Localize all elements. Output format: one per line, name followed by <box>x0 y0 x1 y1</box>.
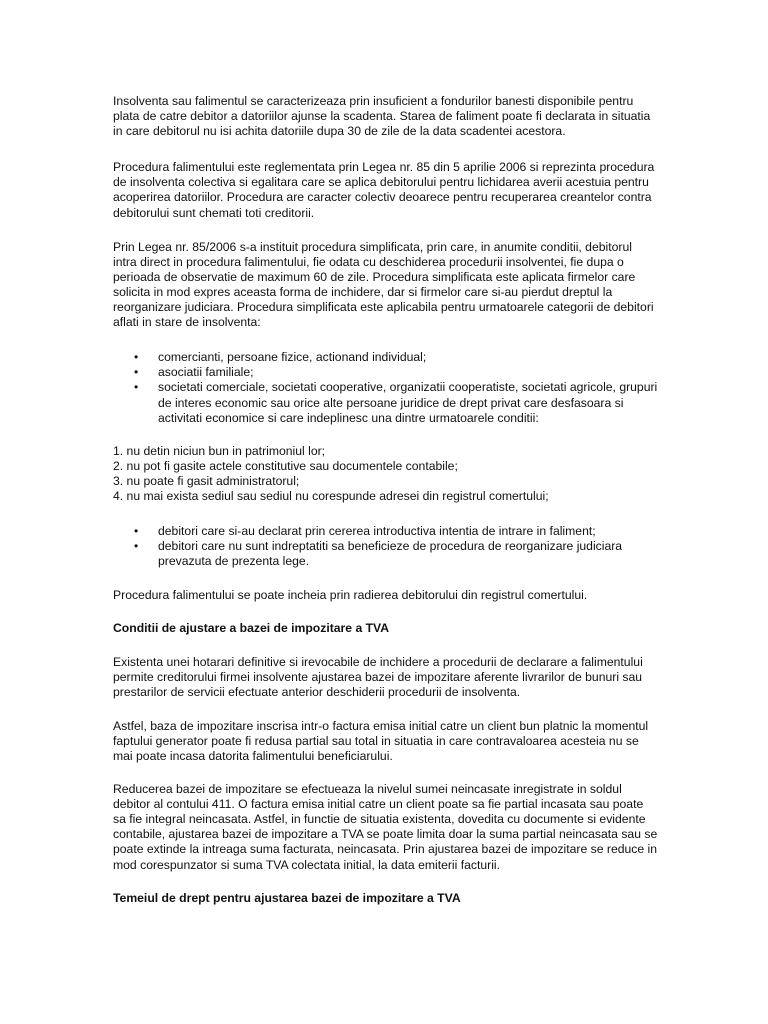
numbered-item: 1. nu detin niciun bun in patrimoniul lor; <box>113 443 326 458</box>
bullet-icon: • <box>134 380 139 395</box>
list-item <box>134 524 658 539</box>
list-item <box>134 380 658 425</box>
paragraph-final-decision: Existenta unei hotarari definitive si irevocabile de inchidere a procedurii de declarare a falimentului permite creditorului firmei insolvente ajustarea bazei de impozitare aferente livrarilor de bunuri sau prestarilor de servicii efectuate anterior deschiderii procedurii de insolventa. <box>113 654 643 699</box>
paragraph-simplified-procedure: Prin Legea nr. 85/2006 s-a instituit procedura simplificata, prin care, in anumite conditii, debitorul intra direct in procedura falimentului, fie odata cu deschiderea procedurii insolventei, fie dupa o perioada de observatie de maximum 60 de zile. Procedura simplificata este aplicata firmelor care solicita in mod expres aceasta forma de inchidere, dar si firmelor care si-au pierdut dreptul la reorganizare judiciara. Procedura simplificata este aplicabila pentru urmatoarele categorii de debitori aflati in stare de insolventa: <box>113 239 654 330</box>
list-item-text: debitori care nu sunt indreptatiti sa beneficieze de procedura de reorganizare judiciara prevazuta de prezenta lege. <box>158 539 623 569</box>
list-item <box>134 365 658 380</box>
section-heading-vat-adjustment-conditions: Conditii de ajustare a bazei de impozitare a TVA <box>113 621 390 636</box>
list-item <box>134 539 658 569</box>
bullet-icon: • <box>134 524 139 539</box>
conditions-numbered-list <box>113 444 658 504</box>
numbered-item: 4. nu mai exista sediul sau sediul nu corespunde adresei din registrul comertului; <box>113 488 549 503</box>
numbered-item: 3. nu poate fi gasit administratorul; <box>113 473 300 488</box>
paragraph-procedure-closing: Procedura falimentului se poate incheia prin radierea debitorului din registrul comertului. <box>113 588 588 603</box>
bullet-icon: • <box>134 539 139 554</box>
section-heading-legal-basis: Temeiul de drept pentru ajustarea bazei de impozitare a TVA <box>113 890 461 905</box>
paragraph-bankruptcy-procedure: Procedura falimentului este reglementata prin Legea nr. 85 din 5 aprilie 2006 si reprezinta procedura de insolventa colectiva si egalitara care se aplica debitorului pentru lichidarea averii acestuia pentru acoperirea datoriilor. Procedura are caracter colectiv deoarece pentru recuperarea creantelor contra debitorului sunt chemati toti creditorii. <box>113 160 655 220</box>
list-item <box>134 350 658 365</box>
numbered-item: 2. nu pot fi gasite actele constitutive sau documentele contabile; <box>113 458 458 473</box>
list-item-text: comercianti, persoane fizice, actionand individual; <box>158 350 427 365</box>
additional-debtors-list <box>113 524 658 569</box>
paragraph-tax-base-reduction: Astfel, baza de impozitare inscrisa intr-o factura emisa initial catre un client bun platnic la momentul faptului generator poate fi redusa partial sau total in situatia in care contravaloarea acesteia nu se mai poate incasa datorita falimentului beneficiarului. <box>113 718 649 763</box>
bullet-icon: • <box>134 350 139 365</box>
list-item-text: debitori care si-au declarat prin cererea introductiva intentia de intrare in faliment; <box>158 524 596 539</box>
debtor-categories-list <box>113 350 658 425</box>
list-item-text: societati comerciale, societati cooperative, organizatii cooperatiste, societati agricole, grupuri de interes economic sau orice alte persoane juridice de drept privat care desfasoara si activitati economice si care indeplinesc una dintre urmatoarele conditii: <box>158 380 658 425</box>
paragraph-unpaid-amount: Reducerea bazei de impozitare se efectueaza la nivelul sumei neincasate inregistrate in soldul debitor al contului 411. O factura emisa initial catre un client poate sa fie partial incasata sau poate sa fie integral neincasata. Astfel, in functie de situatia existenta, dovedita cu documente si evidente contabile, ajustarea bazei de impozitare a TVA se poate limita doar la suma partial neincasata sau se poate extinde la intreaga suma facturata, neincasata. Prin ajustarea bazei de impozitare se reduce in mod corespunzator si suma TVA colectata initial, la data emiterii facturii. <box>113 782 658 872</box>
list-item-text: asociatii familiale; <box>158 365 254 380</box>
document-page <box>113 94 658 924</box>
bullet-icon: • <box>134 365 139 380</box>
paragraph-insolvency-definition: Insolventa sau falimentul se caracterizeaza prin insuficient a fondurilor banesti disponibile pentru plata de catre debitor a datoriilor ajunse la scadenta. Starea de faliment poate fi declarata in situatia in care debitorul nu isi achita datoriile dupa 30 de zile de la data scadentei acestora. <box>113 94 651 139</box>
